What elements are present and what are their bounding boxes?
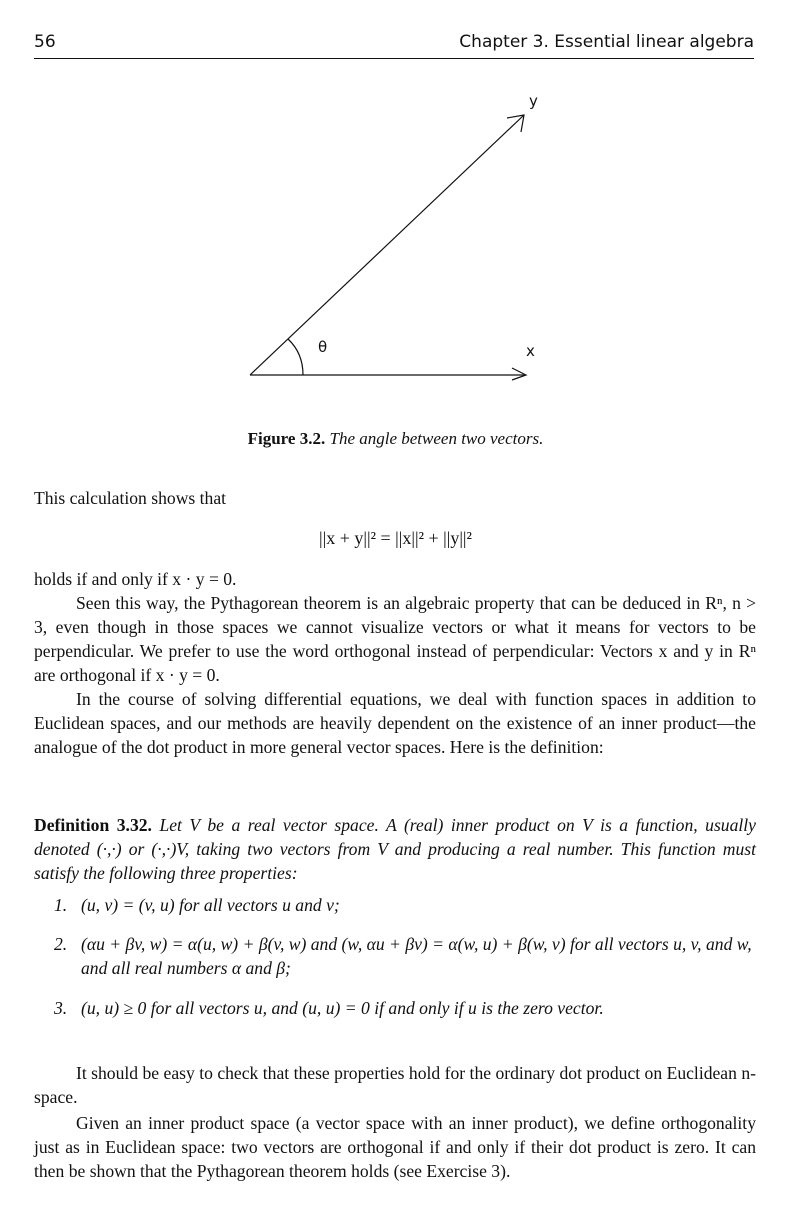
paragraph-check: It should be easy to check that these properties hold for the ordinary dot product on Euclidean n-space. <box>34 1063 756 1107</box>
vector-y-line <box>250 115 524 375</box>
definition-text: Let V be a real vector space. A (real) inner product on V is a function, usually denoted (·,·) or (·,·)V, taking two vectors from V and producing a real number. This function must satisfy the following three properties: <box>34 815 756 883</box>
figure-angle-vectors <box>0 70 791 410</box>
page-number: 56 <box>34 32 56 52</box>
paragraph-orthogonal: Seen this way, the Pythagorean theorem is an algebraic property that can be deduced in Rⁿ, n > 3, even though in those spaces we cannot visualize vectors or what it means for vectors to be perpendicular. We prefer to use the word orthogonal instead of perpendicular: Vectors x and y in Rⁿ are orthogonal if x · y = 0. <box>34 593 756 685</box>
caption-label: Figure 3.2. <box>247 429 326 448</box>
label-y: y <box>529 92 538 110</box>
property-text: (u, u) ≥ 0 for all vectors u, and (u, u) = 0 if and only if u is the zero vector. <box>81 998 604 1018</box>
vector-x-arrowhead <box>512 368 526 380</box>
label-x: x <box>526 342 535 360</box>
property-number: 1. <box>54 895 68 915</box>
property-number: 3. <box>54 998 68 1018</box>
paragraph-inner-product-space: Given an inner product space (a vector space with an inner product), we define orthogonality just as in Euclidean space: two vectors are orthogonal if and only if their dot product is zero. It can then be shown that the Pythagorean theorem holds (see Exercise 3). <box>34 1113 756 1181</box>
property-text: (αu + βv, w) = α(u, w) + β(v, w) and (w, αu + βv) = α(w, u) + β(w, v) for all vectors u, v, and w, and all real numbers α and β; <box>81 934 752 978</box>
property-item-2 <box>54 932 756 980</box>
property-item-1 <box>54 893 756 917</box>
page-header <box>34 30 754 59</box>
property-text: (u, v) = (v, u) for all vectors u and v; <box>81 895 340 915</box>
property-item-3 <box>54 996 756 1020</box>
property-number: 2. <box>54 934 68 954</box>
chapter-title: Chapter 3. Essential linear algebra <box>459 32 754 52</box>
figure-caption <box>0 429 791 449</box>
definition-block <box>34 813 756 885</box>
intro-text: This calculation shows that <box>34 488 227 508</box>
holds-text: holds if and only if x · y = 0. <box>34 569 237 589</box>
label-theta: θ <box>318 338 328 356</box>
definition-label: Definition 3.32. <box>34 815 152 835</box>
caption-text: The angle between two vectors. <box>329 429 544 448</box>
pythagorean-equation: ||x + y||² = ||x||² + ||y||² <box>319 528 472 548</box>
vector-diagram <box>0 70 791 410</box>
paragraph-inner-product: In the course of solving differential equations, we deal with function spaces in addition to Euclidean spaces, and our methods are heavily dependent on the existence of an inner product—the analogue of the dot product in more general vector spaces. Here is the definition: <box>34 689 756 757</box>
angle-arc <box>288 339 303 375</box>
